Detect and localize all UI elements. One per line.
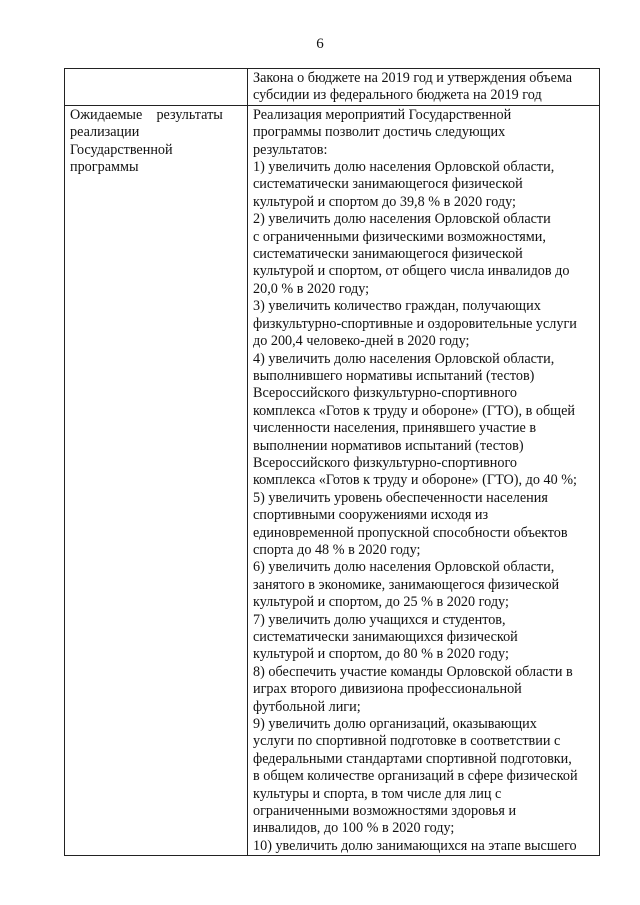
label-line: Ожидаемые результаты: [70, 106, 223, 123]
text-line: занятого в экономике, занимающегося физической: [253, 576, 560, 593]
text-line: единовременной пропускной способности объектов: [253, 524, 568, 541]
text-line: субсидии из федерального бюджета на 2019 год: [253, 87, 542, 104]
text-line: 9) увеличить долю организаций, оказывающих: [253, 716, 537, 733]
text-line: 10) увеличить долю занимающихся на этапе высшего: [253, 837, 577, 854]
text-line: программы позволит достичь следующих: [253, 124, 506, 141]
text-line: 6) увеличить долю населения Орловской области,: [253, 559, 555, 576]
text-line: услуги по спортивной подготовке в соответствии с: [253, 733, 561, 750]
text-line: выполнении нормативов испытаний (тестов): [253, 437, 524, 454]
empty-label-cell: [65, 69, 248, 106]
text-line: 2) увеличить долю населения Орловской области: [253, 211, 551, 228]
continuation-cell: [248, 69, 600, 106]
text-line: до 200,4 человеко-дней в 2020 году;: [253, 333, 470, 350]
text-line: 3) увеличить количество граждан, получающих: [253, 298, 541, 315]
label-line: реализации: [70, 124, 140, 141]
text-line: комплекса «Готов к труду и обороне» (ГТО), до 40 %;: [253, 472, 577, 489]
text-line: физкультурно-спортивные и оздоровительные услуги: [253, 315, 577, 332]
row-label-cell: [65, 105, 248, 855]
text-line: спортивными сооружениями исходя из: [253, 507, 489, 524]
text-line: инвалидов, до 100 % в 2020 году;: [253, 820, 455, 837]
table-row-expected-results: [65, 105, 600, 855]
text-line: культурой и спортом до 39,8 % в 2020 году;: [253, 193, 516, 210]
text-line: культурой и спортом, до 25 % в 2020 году;: [253, 594, 509, 611]
text-line: комплекса «Готов к труду и обороне» (ГТО), в общей: [253, 402, 575, 419]
text-line: в общем количестве организаций в сфере физической: [253, 768, 578, 785]
text-line: систематически занимающегося физической: [253, 246, 523, 263]
text-line: Всероссийского физкультурно-спортивного: [253, 454, 518, 471]
text-line: с ограниченными физическими возможностями,: [253, 228, 546, 245]
text-line: культурой и спортом, до 80 % в 2020 году;: [253, 646, 509, 663]
text-line: играх второго дивизиона профессиональной: [253, 681, 522, 698]
text-line: культуры и спорта, в том числе для лиц с: [253, 785, 502, 802]
program-passport-table: [64, 68, 600, 856]
results-cell: [248, 105, 600, 855]
text-line: спорта до 48 % в 2020 году;: [253, 541, 421, 558]
page-number: 6: [316, 36, 324, 52]
text-line: Реализация мероприятий Государственной: [253, 106, 512, 123]
label-line: программы: [70, 159, 139, 176]
text-line: культурой и спортом, от общего числа инвалидов до: [253, 263, 570, 280]
text-line: футбольной лиги;: [253, 698, 361, 715]
text-line: 5) увеличить уровень обеспеченности населения: [253, 489, 548, 506]
text-line: Всероссийского физкультурно-спортивного: [253, 385, 518, 402]
text-line: систематически занимающихся физической: [253, 629, 518, 645]
text-line: 4) увеличить долю населения Орловской области,: [253, 350, 555, 367]
text-line: выполнившего нормативы испытаний (тестов): [253, 367, 535, 384]
text-line: федеральными стандартами спортивной подготовки,: [253, 750, 572, 767]
text-line: 8) обеспечить участие команды Орловской области в: [253, 663, 573, 680]
text-line: результатов:: [253, 141, 328, 158]
text-line: систематически занимающегося физической: [253, 176, 523, 193]
table-row-continuation: [65, 69, 600, 106]
text-line: 20,0 % в 2020 году;: [253, 280, 370, 297]
label-line: Государственной: [70, 141, 173, 158]
text-line: 1) увеличить долю населения Орловской области,: [253, 159, 555, 176]
text-line: 7) увеличить долю учащихся и студентов,: [253, 611, 506, 628]
text-line: Закона о бюджете на 2019 год и утверждения объема: [253, 70, 573, 86]
text-line: численности населения, принявшего участие в: [253, 420, 537, 437]
text-line: ограниченными возможностями здоровья и: [253, 803, 517, 820]
